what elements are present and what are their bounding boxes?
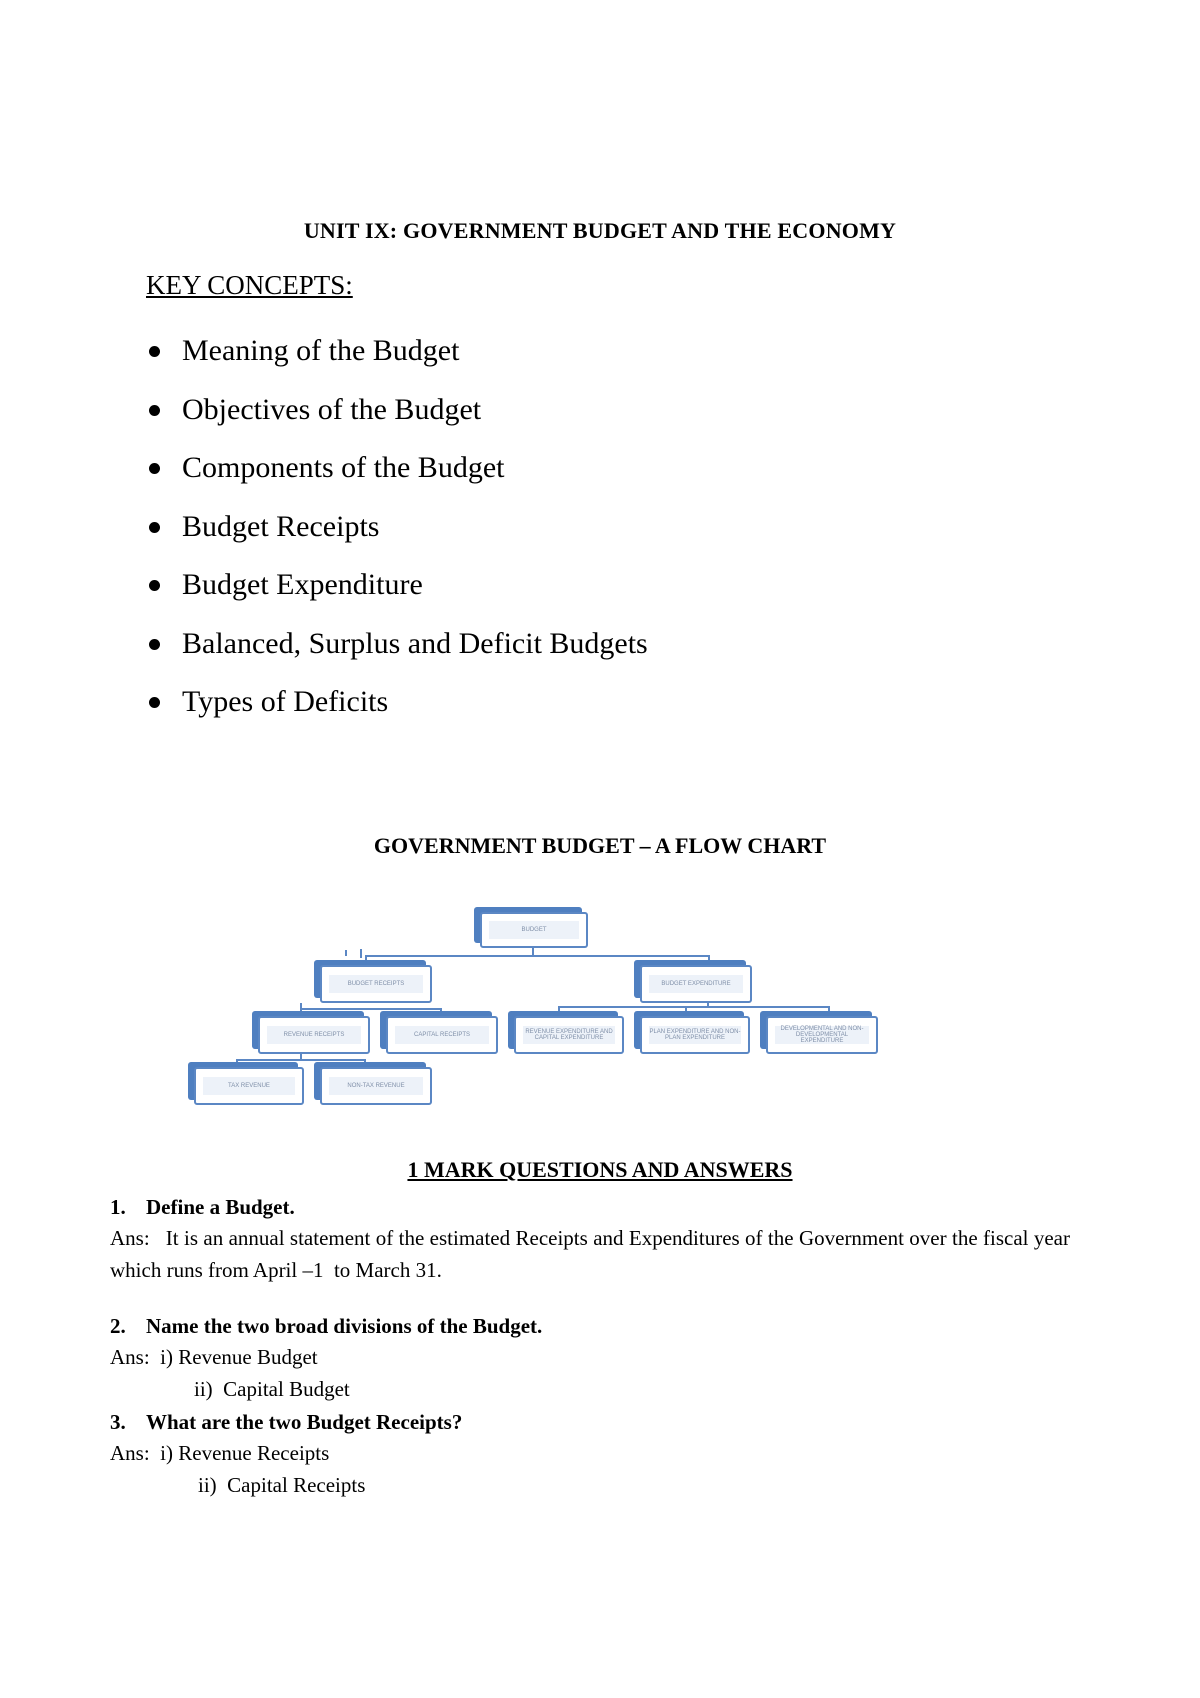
unit-title: UNIT IX: GOVERNMENT BUDGET AND THE ECONOMY: [303, 218, 897, 243]
question: [110, 1192, 1070, 1222]
node-label: BUDGET RECEIPTS: [329, 975, 423, 994]
bullet-icon: [149, 405, 160, 416]
concept-text: Components of the Budget: [182, 451, 505, 484]
flowchart-node-budget: [480, 912, 588, 948]
bullet-icon: [149, 697, 160, 708]
list-item: [146, 498, 648, 557]
qa-item-1: [110, 1192, 1070, 1286]
connector-line: [685, 1006, 687, 1016]
concept-text: Budget Expenditure: [182, 568, 423, 601]
flowchart-node-capital-receipts: [386, 1016, 498, 1054]
list-item: [146, 556, 648, 615]
connector-line: [532, 947, 534, 956]
concept-text: Types of Deficits: [182, 685, 389, 718]
connector-line: [440, 1008, 442, 1016]
flowchart-node-budget-expenditure: [640, 965, 752, 1003]
question-text: Define a Budget.: [146, 1195, 295, 1219]
qa-item-3: [110, 1407, 1070, 1501]
question-number: 3.: [110, 1410, 126, 1434]
bullet-icon: [149, 580, 160, 591]
bullet-icon: [149, 463, 160, 474]
answer-text: Ans: i) Revenue Budget: [110, 1345, 318, 1369]
concept-text: Budget Receipts: [182, 509, 380, 543]
list-item: [146, 381, 648, 440]
answer-text: Ans: It is an annual statement of the estimated Receipts and Expenditures of the Government over the fiscal year which runs from April –1 to March 31.: [110, 1226, 1070, 1282]
list-item: [146, 439, 648, 498]
connector-line: [300, 1008, 302, 1016]
connector-line: [236, 1059, 366, 1061]
answer-text: Ans: i) Revenue Receipts: [110, 1441, 330, 1465]
connector-line: [828, 1006, 830, 1016]
bullet-icon: [149, 346, 160, 357]
flowchart-node-budget-receipts: [320, 965, 432, 1003]
connector-line: [558, 1006, 830, 1008]
concept-text: Objectives of the Budget: [182, 392, 482, 426]
node-label: TAX REVENUE: [203, 1077, 295, 1096]
key-concepts-list: [146, 322, 648, 732]
node-label: REVENUE EXPENDITURE AND CAPITAL EXPENDITURE: [523, 1026, 615, 1045]
connector-line: [364, 1059, 366, 1067]
flowchart-node-plan-nonplan-expenditure: [640, 1016, 750, 1054]
question-text: Name the two broad divisions of the Budget.: [146, 1314, 543, 1338]
question: [110, 1311, 1070, 1341]
bullet-icon: [149, 522, 160, 533]
concept-text: Meaning of the Budget: [182, 334, 460, 367]
connector-line: [360, 949, 362, 957]
flowchart-title: GOVERNMENT BUDGET – A FLOW CHART: [373, 833, 827, 858]
concept-text: Balanced, Surplus and Deficit Budgets: [182, 626, 648, 660]
question-number: 2.: [110, 1314, 126, 1338]
question: [110, 1407, 1070, 1437]
node-label: REVENUE RECEIPTS: [267, 1026, 361, 1045]
flowchart-node-non-tax-revenue: [320, 1067, 432, 1105]
list-item: [146, 673, 648, 732]
flowchart-node-developmental-expenditure: [766, 1016, 878, 1054]
node-label: DEVELOPMENTAL AND NON-DEVELOPMENTAL EXPENDITURE: [775, 1026, 869, 1045]
qa-heading: 1 MARK QUESTIONS AND ANSWERS: [407, 1157, 793, 1182]
bullet-icon: [149, 639, 160, 650]
answer-subitem: ii) Capital Receipts: [198, 1473, 366, 1497]
connector-line: [558, 1006, 560, 1016]
node-label: PLAN EXPENDITURE AND NON-PLAN EXPENDITURE: [649, 1026, 741, 1045]
connector-line: [365, 955, 710, 957]
question-number: 1.: [110, 1195, 126, 1219]
flowchart-node-revenue-receipts: [258, 1016, 370, 1054]
budget-flowchart: [180, 900, 900, 1120]
node-label: BUDGET: [489, 921, 579, 938]
flowchart-node-tax-revenue: [194, 1067, 304, 1105]
question-text: What are the two Budget Receipts?: [146, 1410, 463, 1434]
node-label: BUDGET EXPENDITURE: [649, 975, 743, 994]
connector-line: [300, 1008, 440, 1010]
node-label: NON-TAX REVENUE: [329, 1077, 423, 1096]
answer-subitem: ii) Capital Budget: [194, 1377, 350, 1401]
qa-item-2: [110, 1311, 1070, 1405]
connector-line: [236, 1059, 238, 1067]
key-concepts-heading: KEY CONCEPTS:: [146, 270, 353, 300]
list-item: [146, 322, 648, 381]
list-item: [146, 615, 648, 674]
node-label: CAPITAL RECEIPTS: [395, 1026, 489, 1045]
connector-line: [345, 950, 347, 956]
flowchart-node-revenue-capital-expenditure: [514, 1016, 624, 1054]
